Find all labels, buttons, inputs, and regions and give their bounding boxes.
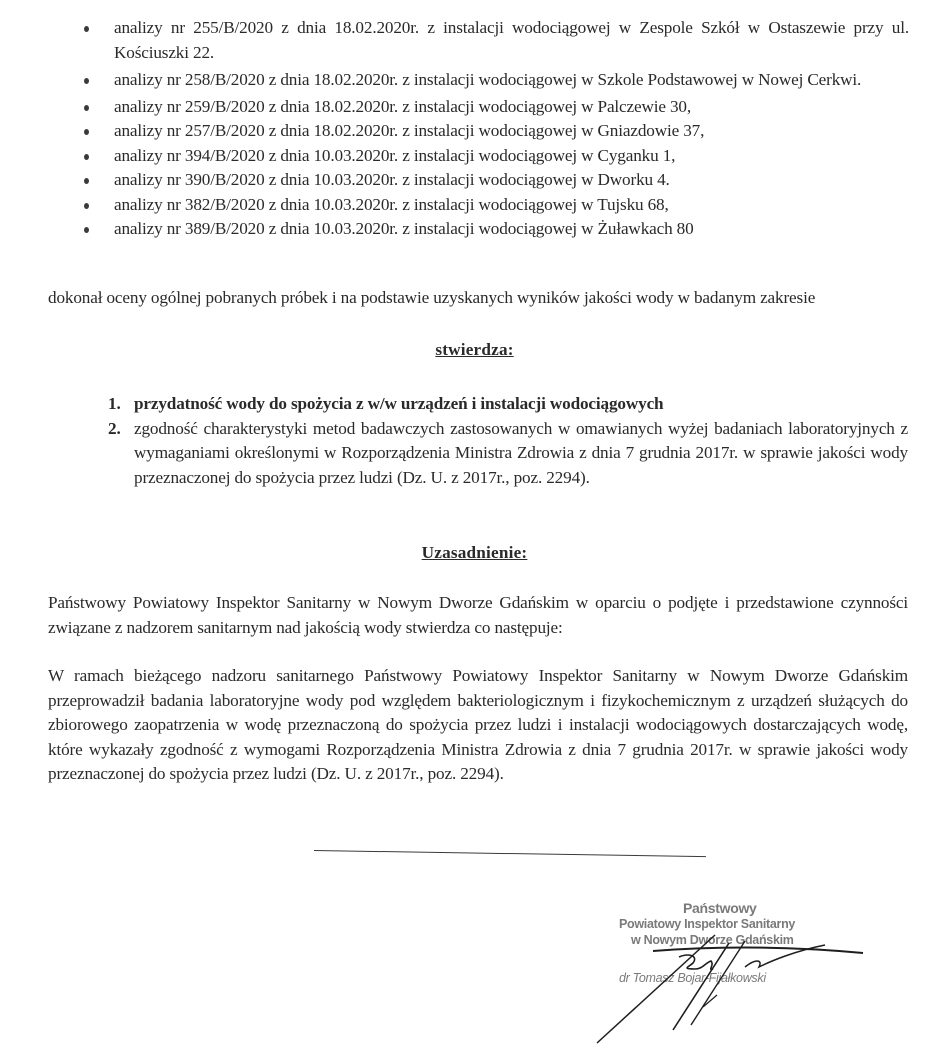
bullet-icon: [84, 26, 89, 32]
stamp-line-3: w Nowym Dworze Gdańskim: [631, 933, 794, 947]
findings-heading: stwierdza:: [435, 340, 514, 359]
analysis-text: analizy nr 382/B/2020 z dnia 10.03.2020r. z instalacji wodociągowej w Tujsku 68,: [114, 194, 669, 214]
bullet-icon: [84, 129, 89, 135]
stamp-signatory-name: dr Tomasz Bojar-Fijałkowski: [619, 971, 766, 985]
analysis-item: [0, 193, 949, 218]
justification-paragraph-1: Państwowy Powiatowy Inspektor Sanitarny w Nowym Dworze Gdańskim w oparciu o podjęte i przedstawione czynności związane z nadzorem sanitarnym nad jakością wody stwierdza co następuje:: [48, 593, 908, 637]
analysis-text: analizy nr 259/B/2020 z dnia 18.02.2020r. z instalacji wodociągowej w Palczewie 30,: [114, 96, 692, 116]
justification-paragraph-2: W ramach bieżącego nadzoru sanitarnego Państwowy Powiatowy Inspektor Sanitarny w Nowym Dworze Gdańskim przeprowadził badania laboratoryjne wody pod względem bakteriologicznym i fizykochemicznym z urządzeń służących do zbiorowego zaopatrzenia w wodę przeznaczoną do spożycia przez ludzi i instalacji wodociągowych dostarczających wodę, które wykazały zgodność z wymogami Rozporządzenia Ministra Zdrowia z dnia 7 grudnia 2017r. w sprawie jakości wody przeznaczonej do spożycia przez ludzi (Dz. U. z 2017r., poz. 2294).: [48, 666, 908, 783]
analysis-text: analizy nr 389/B/2020 z dnia 10.03.2020r. z instalacji wodociągowej w Żuławkach 80: [114, 219, 694, 238]
finding-number: 1.: [108, 394, 121, 413]
analysis-item: [0, 95, 949, 120]
intro-paragraph: dokonał oceny ogólnej pobranych próbek i na podstawie uzyskanych wyników jakości wody w badanym zakresie: [48, 288, 816, 307]
bullet-icon: [84, 227, 89, 233]
analysis-item: [0, 119, 949, 144]
separator-line: [314, 850, 706, 857]
finding-number: 2.: [108, 418, 121, 438]
bullet-icon: [84, 105, 89, 111]
finding-item: [108, 417, 908, 491]
analysis-item: [0, 168, 949, 193]
bullet-icon: [84, 78, 89, 84]
analyses-list: [0, 16, 949, 242]
bullet-icon: [84, 178, 89, 184]
stamp-line-1: Państwowy: [683, 900, 757, 916]
finding-text: przydatność wody do spożycia z w/w urządzeń i instalacji wodociągowych: [134, 394, 664, 413]
bullet-icon: [84, 203, 89, 209]
finding-text: zgodność charakterystyki metod badawczych zastosowanych w omawianych wyżej badaniach laboratoryjnych z wymaganiami określonymi w Rozporządzenia Ministra Zdrowia z dnia 7 grudnia 2017r. w sprawie jakości wody przeznaczonej do spożycia przez ludzi (Dz. U. z 2017r., poz. 2294).: [134, 418, 908, 487]
analysis-item: [0, 217, 949, 242]
finding-item: [108, 392, 908, 417]
analysis-text: analizy nr 255/B/2020 z dnia 18.02.2020r. z instalacji wodociągowej w Zespole Szkół w Ostaszewie przy ul. Kościuszki 22.: [114, 18, 909, 62]
bullet-icon: [84, 154, 89, 160]
analysis-text: analizy nr 394/B/2020 z dnia 10.03.2020r. z instalacji wodociągowej w Cyganku 1,: [114, 145, 676, 165]
justification-heading: Uzasadnienie:: [421, 543, 528, 562]
stamp-line-2: Powiatowy Inspektor Sanitarny: [619, 917, 796, 931]
analysis-text: analizy nr 257/B/2020 z dnia 18.02.2020r. z instalacji wodociągowej w Gniazdowie 37,: [114, 121, 705, 140]
analysis-text: analizy nr 258/B/2020 z dnia 18.02.2020r. z instalacji wodociągowej w Szkole Podstawowej w Nowej Cerkwi.: [114, 70, 862, 89]
analysis-item: [0, 144, 949, 169]
analysis-item: [0, 16, 949, 65]
analysis-text: analizy nr 390/B/2020 z dnia 10.03.2020r. z instalacji wodociągowej w Dworku 4.: [114, 170, 670, 189]
analysis-item: [0, 68, 949, 93]
findings-list: [108, 392, 908, 490]
official-stamp: [595, 895, 875, 1045]
